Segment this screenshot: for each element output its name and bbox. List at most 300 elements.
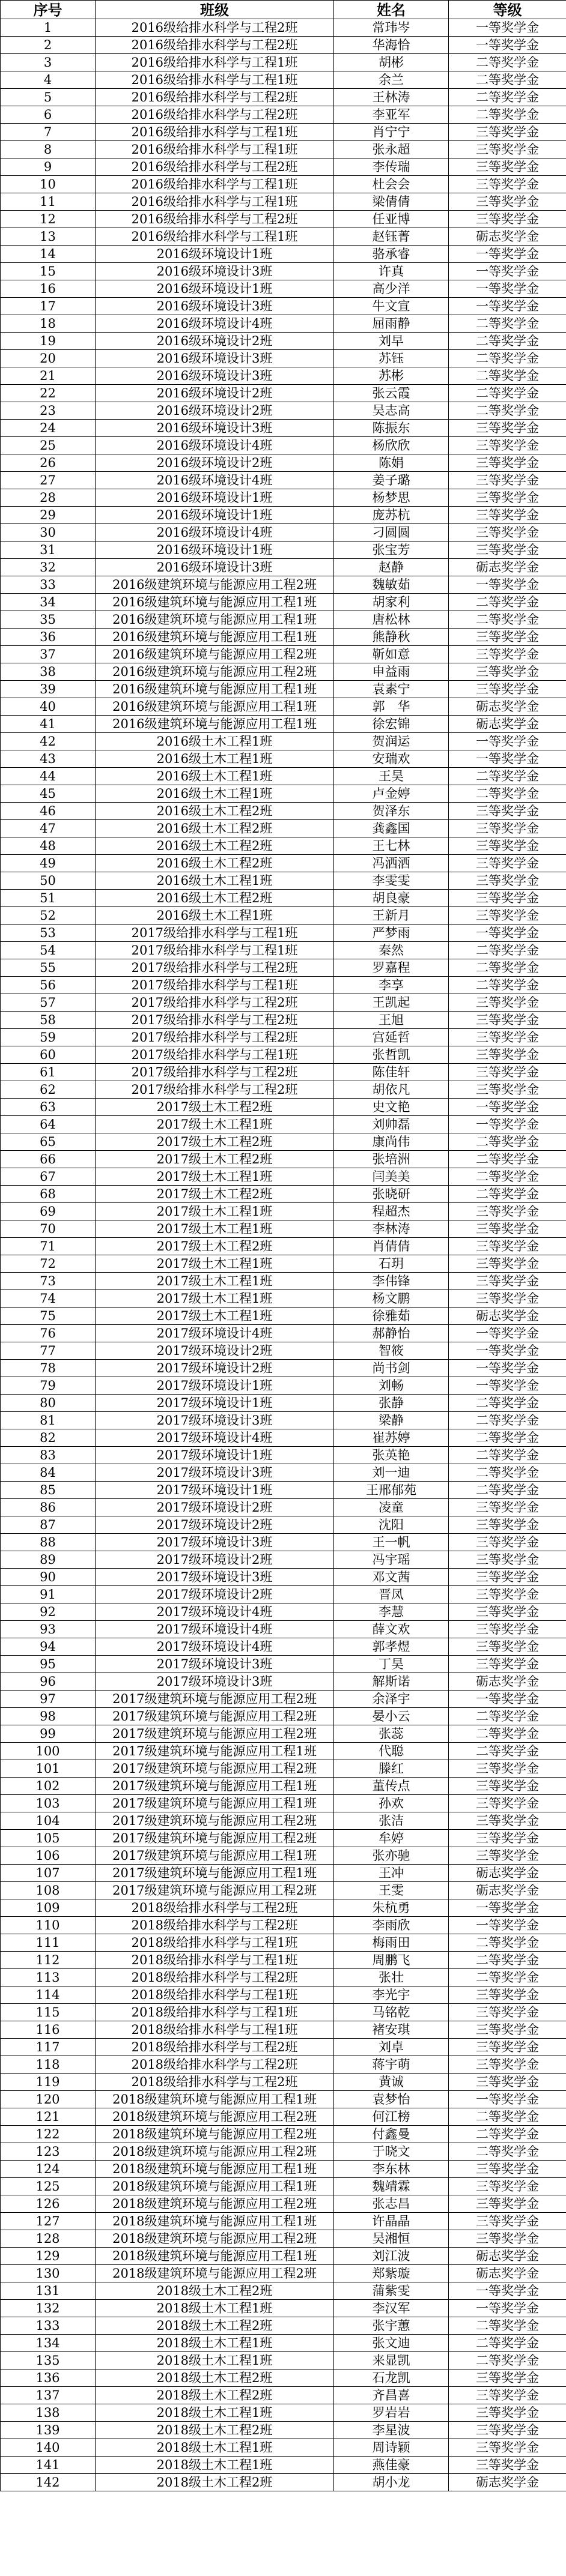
table-row: [1, 1429, 566, 1447]
table-row: [1, 315, 566, 333]
table-row: [1, 19, 566, 37]
cell-class: 2016级给排水科学与工程2班: [96, 211, 334, 228]
table-row: [1, 2056, 566, 2074]
cell-name: 王邢郁苑: [334, 1482, 449, 1499]
table-row: [1, 716, 566, 733]
cell-index: 135: [1, 2352, 96, 2369]
cell-grade: 三等奖学金: [449, 890, 566, 907]
cell-index: 107: [1, 1865, 96, 1882]
cell-name: 冯宇瑶: [334, 1551, 449, 1569]
cell-class: 2016级给排水科学与工程1班: [96, 228, 334, 246]
cell-name: 胡良豪: [334, 890, 449, 907]
cell-index: 84: [1, 1464, 96, 1482]
cell-class: 2017级环境设计4班: [96, 1603, 334, 1621]
cell-class: 2017级环境设计4班: [96, 1621, 334, 1638]
cell-name: 赵静: [334, 559, 449, 576]
cell-index: 120: [1, 2091, 96, 2108]
cell-name: 石龙凯: [334, 2369, 449, 2387]
cell-grade: 砺志奖学金: [449, 1673, 566, 1691]
cell-name: 郭孝煜: [334, 1638, 449, 1656]
cell-index: 13: [1, 228, 96, 246]
cell-index: 38: [1, 663, 96, 681]
cell-index: 8: [1, 141, 96, 158]
cell-index: 104: [1, 1812, 96, 1830]
table-row: [1, 646, 566, 663]
cell-class: 2016级给排水科学与工程2班: [96, 158, 334, 176]
table-row: [1, 785, 566, 803]
cell-grade: 二等奖学金: [449, 2335, 566, 2352]
cell-index: 65: [1, 1133, 96, 1151]
cell-name: 石玥: [334, 1255, 449, 1273]
table-row: [1, 1081, 566, 1099]
cell-name: 丁昊: [334, 1656, 449, 1673]
cell-class: 2016级环境设计1班: [96, 507, 334, 524]
cell-grade: 二等奖学金: [449, 71, 566, 89]
cell-index: 35: [1, 611, 96, 629]
cell-grade: 三等奖学金: [449, 663, 566, 681]
table-row: [1, 2248, 566, 2265]
cell-class: 2017级土木工程1班: [96, 1290, 334, 1308]
table-row: [1, 280, 566, 298]
cell-index: 23: [1, 402, 96, 420]
cell-name: 姜子璐: [334, 472, 449, 489]
cell-class: 2018级给排水科学与工程2班: [96, 1969, 334, 1986]
cell-grade: 二等奖学金: [449, 385, 566, 402]
cell-name: 李星波: [334, 2422, 449, 2439]
cell-index: 60: [1, 1046, 96, 1064]
cell-index: 15: [1, 263, 96, 280]
cell-name: 屈雨静: [334, 315, 449, 333]
cell-grade: 三等奖学金: [449, 1499, 566, 1516]
cell-name: 张壮: [334, 1969, 449, 1986]
cell-class: 2016级建筑环境与能源应用工程2班: [96, 576, 334, 594]
cell-class: 2018级建筑环境与能源应用工程1班: [96, 2178, 334, 2195]
cell-class: 2018级给排水科学与工程1班: [96, 1934, 334, 1952]
cell-index: 26: [1, 454, 96, 472]
cell-grade: 三等奖学金: [449, 124, 566, 141]
cell-grade: 三等奖学金: [449, 2056, 566, 2074]
cell-class: 2018级土木工程2班: [96, 2282, 334, 2300]
cell-name: 张培洲: [334, 1151, 449, 1168]
cell-index: 17: [1, 298, 96, 315]
cell-class: 2018级建筑环境与能源应用工程2班: [96, 2230, 334, 2248]
cell-name: 滕红: [334, 1760, 449, 1778]
cell-name: 王凯起: [334, 994, 449, 1012]
cell-index: 49: [1, 855, 96, 872]
table-row: [1, 907, 566, 925]
cell-grade: 砺志奖学金: [449, 716, 566, 733]
cell-name: 张蕊: [334, 1725, 449, 1743]
cell-name: 张文迪: [334, 2335, 449, 2352]
cell-name: 唐松林: [334, 611, 449, 629]
table-row: [1, 1656, 566, 1673]
cell-class: 2016级环境设计1班: [96, 489, 334, 507]
table-row: [1, 1586, 566, 1603]
table-row: [1, 698, 566, 716]
cell-grade: 二等奖学金: [449, 1708, 566, 1725]
cell-name: 代聪: [334, 1743, 449, 1760]
cell-grade: 三等奖学金: [449, 489, 566, 507]
table-row: [1, 1064, 566, 1081]
cell-index: 100: [1, 1743, 96, 1760]
cell-name: 徐宏锦: [334, 716, 449, 733]
cell-name: 褚安琪: [334, 2021, 449, 2039]
cell-class: 2017级土木工程1班: [96, 1203, 334, 1220]
cell-grade: 三等奖学金: [449, 1795, 566, 1812]
table-row: [1, 37, 566, 54]
table-row: [1, 1882, 566, 1899]
cell-index: 4: [1, 71, 96, 89]
cell-class: 2018级建筑环境与能源应用工程2班: [96, 2265, 334, 2282]
table-row: [1, 925, 566, 942]
cell-name: 智筱: [334, 1342, 449, 1360]
cell-name: 安瑞欢: [334, 750, 449, 768]
cell-class: 2017级土木工程1班: [96, 1220, 334, 1238]
cell-index: 48: [1, 837, 96, 855]
table-row: [1, 803, 566, 820]
cell-name: 贺泽东: [334, 803, 449, 820]
cell-index: 11: [1, 193, 96, 211]
cell-grade: 砺志奖学金: [449, 1308, 566, 1325]
cell-name: 周诗颖: [334, 2439, 449, 2457]
cell-name: 龚鑫国: [334, 820, 449, 837]
table-row: [1, 2387, 566, 2404]
cell-grade: 三等奖学金: [449, 681, 566, 698]
table-row: [1, 1099, 566, 1116]
cell-class: 2017级土木工程1班: [96, 1273, 334, 1290]
cell-name: 李传瑞: [334, 158, 449, 176]
table-row: [1, 298, 566, 315]
table-row: [1, 385, 566, 402]
cell-name: 张宝芳: [334, 541, 449, 559]
cell-name: 王一帆: [334, 1534, 449, 1551]
table-row: [1, 367, 566, 385]
table-row: [1, 2335, 566, 2352]
cell-class: 2016级建筑环境与能源应用工程2班: [96, 646, 334, 663]
table-row: [1, 1325, 566, 1342]
cell-class: 2017级建筑环境与能源应用工程2班: [96, 1812, 334, 1830]
cell-class: 2016级环境设计1班: [96, 541, 334, 559]
cell-name: 杨梦思: [334, 489, 449, 507]
cell-class: 2016级土木工程2班: [96, 837, 334, 855]
cell-grade: 二等奖学金: [449, 315, 566, 333]
cell-name: 郝静怡: [334, 1325, 449, 1342]
cell-name: 任亚博: [334, 211, 449, 228]
cell-class: 2018级建筑环境与能源应用工程2班: [96, 2195, 334, 2213]
cell-grade: 二等奖学金: [449, 2352, 566, 2369]
cell-name: 张静: [334, 1395, 449, 1412]
cell-index: 64: [1, 1116, 96, 1133]
cell-grade: 三等奖学金: [449, 994, 566, 1012]
cell-index: 74: [1, 1290, 96, 1308]
cell-grade: 二等奖学金: [449, 1934, 566, 1952]
cell-index: 24: [1, 420, 96, 437]
cell-index: 36: [1, 629, 96, 646]
table-row: [1, 2474, 566, 2491]
cell-index: 134: [1, 2335, 96, 2352]
cell-index: 43: [1, 750, 96, 768]
table-row: [1, 1986, 566, 2004]
cell-index: 141: [1, 2457, 96, 2474]
cell-grade: 砺志奖学金: [449, 1865, 566, 1882]
cell-grade: 砺志奖学金: [449, 228, 566, 246]
cell-index: 2: [1, 37, 96, 54]
cell-name: 王旭: [334, 1012, 449, 1029]
cell-class: 2016级环境设计3班: [96, 559, 334, 576]
cell-grade: 一等奖学金: [449, 2091, 566, 2108]
cell-class: 2018级给排水科学与工程2班: [96, 2074, 334, 2091]
cell-class: 2017级环境设计3班: [96, 1464, 334, 1482]
cell-grade: 一等奖学金: [449, 1899, 566, 1917]
cell-index: 138: [1, 2404, 96, 2422]
cell-name: 魏靖霖: [334, 2178, 449, 2195]
cell-grade: 三等奖学金: [449, 1551, 566, 1569]
table-row: [1, 89, 566, 106]
cell-grade: 三等奖学金: [449, 2213, 566, 2230]
table-row: [1, 1464, 566, 1482]
table-row: [1, 246, 566, 263]
cell-name: 杜会会: [334, 176, 449, 193]
cell-index: 78: [1, 1360, 96, 1377]
table-row: [1, 1760, 566, 1778]
cell-name: 于晓文: [334, 2143, 449, 2161]
cell-class: 2017级环境设计4班: [96, 1429, 334, 1447]
cell-index: 137: [1, 2387, 96, 2404]
cell-class: 2016级环境设计3班: [96, 350, 334, 367]
cell-name: 胡依凡: [334, 1081, 449, 1099]
cell-grade: 三等奖学金: [449, 1534, 566, 1551]
cell-class: 2016级环境设计2班: [96, 333, 334, 350]
cell-class: 2017级土木工程2班: [96, 1186, 334, 1203]
cell-grade: 二等奖学金: [449, 1952, 566, 1969]
cell-name: 刘卓: [334, 2039, 449, 2056]
cell-name: 黄诚: [334, 2074, 449, 2091]
table-row: [1, 629, 566, 646]
table-row: [1, 768, 566, 785]
cell-class: 2016级土木工程1班: [96, 872, 334, 890]
cell-grade: 一等奖学金: [449, 263, 566, 280]
table-row: [1, 959, 566, 977]
cell-grade: 二等奖学金: [449, 785, 566, 803]
cell-index: 46: [1, 803, 96, 820]
cell-name: 余泽宇: [334, 1691, 449, 1708]
cell-index: 118: [1, 2056, 96, 2074]
cell-index: 18: [1, 315, 96, 333]
table-row: [1, 1238, 566, 1255]
cell-name: 刘早: [334, 333, 449, 350]
cell-grade: 二等奖学金: [449, 977, 566, 994]
table-row: [1, 489, 566, 507]
cell-class: 2017级环境设计1班: [96, 1447, 334, 1464]
cell-class: 2018级建筑环境与能源应用工程2班: [96, 2143, 334, 2161]
cell-class: 2016级环境设计4班: [96, 437, 334, 454]
table-row: [1, 1168, 566, 1186]
table-row: [1, 1551, 566, 1569]
cell-grade: 一等奖学金: [449, 1099, 566, 1116]
cell-index: 30: [1, 524, 96, 541]
table-row: [1, 1203, 566, 1220]
table-row: [1, 2404, 566, 2422]
table-row: [1, 733, 566, 750]
cell-grade: 一等奖学金: [449, 2282, 566, 2300]
cell-class: 2018级土木工程1班: [96, 2335, 334, 2352]
table-row: [1, 2021, 566, 2039]
cell-grade: 三等奖学金: [449, 1046, 566, 1064]
cell-grade: 三等奖学金: [449, 1760, 566, 1778]
cell-index: 119: [1, 2074, 96, 2091]
table-row: [1, 1133, 566, 1151]
cell-name: 张晓研: [334, 1186, 449, 1203]
cell-name: 骆承睿: [334, 246, 449, 263]
cell-grade: 二等奖学金: [449, 959, 566, 977]
cell-name: 刘畅: [334, 1377, 449, 1395]
cell-class: 2016级环境设计3班: [96, 367, 334, 385]
cell-grade: 二等奖学金: [449, 89, 566, 106]
cell-grade: 三等奖学金: [449, 541, 566, 559]
table-row: [1, 1029, 566, 1046]
table-row: [1, 750, 566, 768]
cell-grade: 三等奖学金: [449, 1812, 566, 1830]
table-row: [1, 1516, 566, 1534]
cell-class: 2016级环境设计3班: [96, 263, 334, 280]
cell-name: 蒲紫雯: [334, 2282, 449, 2300]
table-row: [1, 2300, 566, 2317]
cell-name: 王雯: [334, 1882, 449, 1899]
cell-index: 59: [1, 1029, 96, 1046]
cell-class: 2018级土木工程2班: [96, 2474, 334, 2491]
table-row: [1, 176, 566, 193]
cell-name: 解斯诺: [334, 1673, 449, 1691]
cell-name: 薛文欢: [334, 1621, 449, 1638]
header-grade: 等级: [449, 1, 566, 19]
cell-class: 2016级环境设计2班: [96, 385, 334, 402]
cell-index: 94: [1, 1638, 96, 1656]
cell-index: 71: [1, 1238, 96, 1255]
cell-class: 2016级环境设计1班: [96, 280, 334, 298]
cell-grade: 二等奖学金: [449, 1412, 566, 1429]
cell-grade: 二等奖学金: [449, 1168, 566, 1186]
cell-grade: 三等奖学金: [449, 1638, 566, 1656]
cell-grade: 二等奖学金: [449, 1447, 566, 1464]
cell-grade: 二等奖学金: [449, 1186, 566, 1203]
table-row: [1, 1255, 566, 1273]
cell-class: 2018级建筑环境与能源应用工程1班: [96, 2091, 334, 2108]
cell-grade: 三等奖学金: [449, 629, 566, 646]
table-row: [1, 942, 566, 959]
table-row: [1, 211, 566, 228]
cell-name: 刘一迪: [334, 1464, 449, 1482]
cell-index: 92: [1, 1603, 96, 1621]
cell-grade: 三等奖学金: [449, 1621, 566, 1638]
table-row: [1, 1012, 566, 1029]
cell-class: 2016级建筑环境与能源应用工程1班: [96, 594, 334, 611]
cell-grade: 三等奖学金: [449, 2021, 566, 2039]
cell-grade: 三等奖学金: [449, 2422, 566, 2439]
cell-index: 101: [1, 1760, 96, 1778]
cell-class: 2016级给排水科学与工程2班: [96, 37, 334, 54]
cell-index: 25: [1, 437, 96, 454]
cell-grade: 三等奖学金: [449, 1029, 566, 1046]
cell-class: 2017级土木工程1班: [96, 1308, 334, 1325]
cell-name: 熊静秋: [334, 629, 449, 646]
cell-class: 2017级环境设计2班: [96, 1342, 334, 1360]
cell-class: 2018级建筑环境与能源应用工程2班: [96, 2126, 334, 2143]
cell-grade: 三等奖学金: [449, 2195, 566, 2213]
cell-class: 2017级给排水科学与工程1班: [96, 1046, 334, 1064]
cell-name: 陈佳轩: [334, 1064, 449, 1081]
cell-index: 33: [1, 576, 96, 594]
cell-index: 22: [1, 385, 96, 402]
table-row: [1, 1812, 566, 1830]
cell-grade: 三等奖学金: [449, 872, 566, 890]
cell-name: 梁静: [334, 1412, 449, 1429]
cell-grade: 二等奖学金: [449, 1395, 566, 1412]
cell-class: 2017级环境设计1班: [96, 1395, 334, 1412]
cell-name: 齐昌喜: [334, 2387, 449, 2404]
cell-name: 尚书剑: [334, 1360, 449, 1377]
cell-class: 2018级给排水科学与工程1班: [96, 1986, 334, 2004]
cell-name: 罗嘉程: [334, 959, 449, 977]
cell-grade: 二等奖学金: [449, 1464, 566, 1482]
cell-class: 2017级建筑环境与能源应用工程1班: [96, 1847, 334, 1865]
table-row: [1, 1708, 566, 1725]
cell-name: 李慧: [334, 1603, 449, 1621]
cell-index: 58: [1, 1012, 96, 1029]
cell-name: 李雯雯: [334, 872, 449, 890]
cell-index: 51: [1, 890, 96, 907]
cell-class: 2016级土木工程2班: [96, 855, 334, 872]
cell-name: 王昊: [334, 768, 449, 785]
cell-index: 130: [1, 2265, 96, 2282]
table-row: [1, 1290, 566, 1308]
cell-index: 12: [1, 211, 96, 228]
cell-grade: 三等奖学金: [449, 1516, 566, 1534]
cell-name: 冯洒洒: [334, 855, 449, 872]
cell-grade: 三等奖学金: [449, 2039, 566, 2056]
cell-name: 李雨欣: [334, 1917, 449, 1934]
cell-grade: 二等奖学金: [449, 350, 566, 367]
cell-grade: 三等奖学金: [449, 472, 566, 489]
cell-index: 56: [1, 977, 96, 994]
cell-index: 87: [1, 1516, 96, 1534]
cell-class: 2017级建筑环境与能源应用工程1班: [96, 1795, 334, 1812]
cell-name: 靳如意: [334, 646, 449, 663]
table-row: [1, 1151, 566, 1168]
cell-class: 2016级环境设计4班: [96, 315, 334, 333]
cell-name: 来显凯: [334, 2352, 449, 2369]
cell-grade: 三等奖学金: [449, 1586, 566, 1603]
cell-grade: 一等奖学金: [449, 280, 566, 298]
cell-name: 张志昌: [334, 2195, 449, 2213]
cell-class: 2016级土木工程1班: [96, 733, 334, 750]
cell-class: 2016级建筑环境与能源应用工程1班: [96, 716, 334, 733]
cell-grade: 二等奖学金: [449, 1725, 566, 1743]
cell-name: 董传点: [334, 1778, 449, 1795]
cell-class: 2017级环境设计3班: [96, 1534, 334, 1551]
cell-grade: 一等奖学金: [449, 733, 566, 750]
table-row: [1, 541, 566, 559]
cell-name: 申益雨: [334, 663, 449, 681]
cell-grade: 一等奖学金: [449, 298, 566, 315]
cell-name: 崔苏婷: [334, 1429, 449, 1447]
cell-name: 高少洋: [334, 280, 449, 298]
cell-class: 2018级给排水科学与工程1班: [96, 1952, 334, 1969]
cell-class: 2018级土木工程2班: [96, 2387, 334, 2404]
cell-name: 许晶晶: [334, 2213, 449, 2230]
cell-class: 2017级建筑环境与能源应用工程1班: [96, 1743, 334, 1760]
cell-name: 孙欢: [334, 1795, 449, 1812]
table-row: [1, 994, 566, 1012]
